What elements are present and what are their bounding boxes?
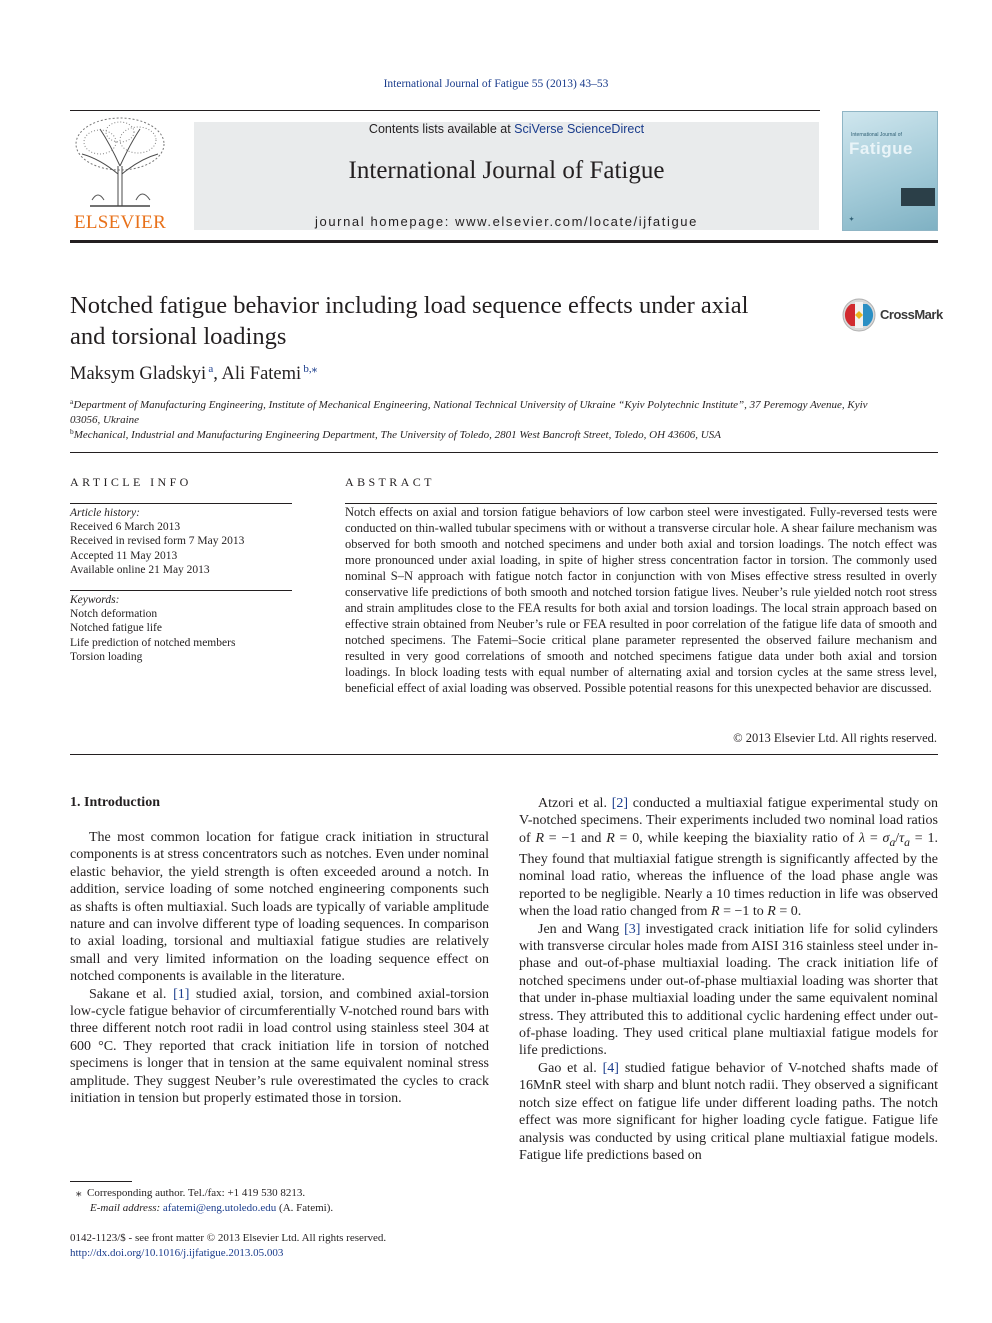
affiliation-b [70,425,938,443]
paragraph-text: = 0. [775,904,802,920]
crossmark-label: CrossMark [880,307,943,322]
affiliation-text: Mechanical, Industrial and Manufacturing Engineering Department, The University of Toledo, 2801 West Bancroft Street, Toledo, OH 43606, USA [73,429,721,441]
affiliation-rule [70,452,938,453]
paragraph [519,921,938,1060]
keyword-item: Torsion loading [70,650,143,663]
reference-link[interactable]: [3] [624,921,641,937]
crossmark-badge[interactable] [842,298,942,334]
contents-prefix: Contents lists available at [368,122,515,136]
crossmark-icon [842,298,876,332]
math-var: R [535,830,545,846]
keywords-rule [70,590,292,591]
article-title-line1: Notched fatigue behavior including load sequence effects under axial [70,292,749,319]
header-thick-rule [70,240,938,243]
footnote-mark: ⁎ [76,1187,82,1199]
math-var: R [767,904,776,920]
paragraph-text: Atzori et al. [538,796,612,811]
affiliation-mark: a [70,397,74,406]
article-info [70,475,292,664]
journal-citation[interactable]: International Journal of Fatigue 55 (2013) 43–53 [383,78,609,90]
sciencedirect-link[interactable]: SciVerse ScienceDirect [514,122,645,136]
reference-link[interactable]: [1] [173,986,190,1002]
math-var: R [606,830,615,846]
paragraph-text: Sakane et al. [89,986,174,1002]
math-var: λ [858,830,866,846]
article-info-rule [70,503,292,504]
contents-line [194,122,819,136]
homepage-line [194,214,819,229]
paragraph-text: = 0, while keeping the biaxiality ratio of [614,830,859,846]
keywords [70,593,292,664]
affiliation-text: Department of Manufacturing Engineering, Institute of Mechanical Engineering, National Technical University of Ukraine “Kyiv Polytechnic Institute”, 37 Peremogy Avenue, Kyiv [73,399,868,411]
keyword-item: Notched fatigue life [70,622,162,635]
paragraph-text: studied fatigue behavior of V-notched shafts made of 16MnR steel with sharp and blunt notch radii. They observed a significant notch size effect on fatigue life under different loading paths. The notch effect was more significant for higher loading cycle fatigue. Fatigue life analysis was conducted by using critical plane multiaxial fatigue models. Fatigue life predictions based on [519,1060,938,1163]
article-identifiers [70,1231,386,1260]
homepage-link[interactable]: www.elsevier.com/locate/ijfatigue [455,214,698,229]
math-subscript: a [889,835,896,849]
paragraph: The most common location for fatigue crack initiation in structural components is at stress concentrators such as notches. Even under nominal elastic behavior, the yield strength is often exceeded around a notch. In addition, service loading of some notched engineering components such as shafts is often multiaxial. Such loads are typically of variable amplitude nature and can involve different type of loading sequences. In comparison to axial loading, torsional and multiaxial fatigue studies are relatively small and very limited information on the loading sequence effect on notched components is available in the literature. [70,830,489,985]
cover-band [901,188,935,206]
paragraph-text: studied axial, torsion, and combined axial-torsion low-cycle fatigue behavior of circumferentially V-notched round bars with three different notch root radii in load control using stainless steel 304 at 600 °C. They reported that crack initiation life in torsion of notched specimens is longer that in tension at the same equivalent nominal stress amplitude. They suggest Neuber’s rule overestimated the cycles to crack initiation in tension but properly estimated those in torsion. [70,986,489,1107]
section-title: 1. Introduction [70,795,160,810]
body-right-column [519,795,938,1164]
doi-link[interactable]: http://dx.doi.org/10.1016/j.ijfatigue.2013.05.003 [70,1246,284,1259]
paragraph: Atzori et al. [2] conducted a multiaxial fatigue experimental study on V-notched specimens. Their experiments included two nominal load ratios of R = −1 and R = 0, while keeping the biaxiality ratio of $\lambda = \sigma_a/\tau_a = 1$. They found that multiaxial fatigue strength is significantly affected by the nominal load ratio, whereas the influence of the load phase angle was reported to be negligible. Nearly a 10 times reduction in life was observed when the load ratio changed from R = −1 to R = 0. [519,796,938,920]
keywords-label: Keywords: [70,594,120,607]
abstract-copyright: © 2013 Elsevier Ltd. All rights reserved. [733,731,937,745]
history-item: Received 6 March 2013 [70,521,181,534]
article-title-line2: and torsional loadings [70,323,287,350]
abstract-bottom-rule [70,754,938,755]
paragraph-text: = −1 and [544,830,607,846]
footnote-rule [70,1181,132,1182]
cover-publisher-mark: ✦ [849,217,855,223]
paragraph [519,1060,938,1164]
elsevier-tree-icon [70,114,170,210]
author-affiliation-mark[interactable]: a [208,363,214,375]
author-name: Maksym Gladskyi [70,364,207,384]
math-var: R [711,904,720,920]
email-link[interactable]: afatemi@eng.utoledo.edu [162,1202,277,1214]
abstract-heading: ABSTRACT [345,475,435,489]
journal-title: International Journal of Fatigue [348,157,665,184]
abstract-text: Notch effects on axial and torsion fatigue behaviors of low carbon steel were investigated. Fully-reversed tests were conducted on thin-walled tubular specimens with or without a transverse circular hole. A shear failure mechanism was observed for both smooth and notched specimens and under both axial and torsion loadings. The notch effect was more pronounced under axial loading, in spite of higher stress concentration factor in torsion. The commonly used nominal S–N approach with fatigue notch factor in conjunction with von Mises effective stress resulted in overly conservative life predictions of both smooth and notched torsion fatigue lives. Neuber’s rule yielded notch root stress and strain amplitudes close to the FEA results for both axial and torsion loadings. The local strain approach based on effective strain obtained from Neuber’s rule or FEA resulted in poor correlation of the fatigue life data of smooth and notched specimens. The Fatemi–Socie critical plane parameter represented the observed failure mechanism and resulted in very good correlations of smooth and notched specimens fatigue data under both axial and torsion loadings. In block loading tests with equal number of alternating axial and torsion cycles at the same stress level, beneficial effect of axial loading was observed. Possible potential reasons for this unexpected behavior are discussed. [345,505,937,695]
issn-line: 0142-1123/$ - see front matter © 2013 Elsevier Ltd. All rights reserved. [70,1232,387,1244]
math-subscript: a [904,835,910,849]
homepage-prefix: journal homepage: [315,214,456,229]
paragraph-text: Gao et al. [538,1060,603,1076]
affiliation-a [70,395,938,427]
article-history [70,506,292,577]
history-item: Available online 21 May 2013 [70,563,210,576]
paragraph-text: = 1. They found that multiaxial fatigue strength is significantly affected by the nominal load ratio, whereas the influence of the load phase angle was reported to be negligible. Nearly a 10 times reduction in life was observed when the load ratio changed from [519,830,938,920]
reference-link[interactable]: [4] [602,1060,619,1076]
email-label: E-mail address: [90,1202,163,1214]
paragraph-text: Jen and Wang [538,921,625,937]
math-var: σ [882,830,890,846]
header-top-rule [70,110,820,111]
paragraph-text: investigated crack initiation life for solid cylinders with transverse circular holes made from AISI 316 stainless steel under in-phase and out-of-phase multiaxial loading. The crack initiation life of notched specimens under out-of-phase multiaxial loading was shorter that that under in-phase multiaxial loading under the same equivalent nominal stress. They attributed this to additional cyclic hardening effect under out-of-phase loading. They used critical plane multiaxial fatigue models for life predictions. [519,921,938,1059]
author-separator: , [213,364,222,384]
footnote [70,1186,333,1216]
author-name: Ali Fatemi [221,364,302,384]
keyword-item: Life prediction of notched members [70,636,236,649]
paragraph [70,986,489,1108]
math-var: τ [899,830,905,846]
affiliation-text: 03056, Ukraine [70,413,140,426]
article-title [70,290,810,352]
author-list [70,362,317,385]
abstract-header [345,475,937,504]
body-left-column [70,829,489,1108]
footnote-text: (A. Fatemi). [276,1202,334,1214]
paragraph-text: = −1 to [719,904,768,920]
reference-link[interactable]: [2] [611,796,629,811]
footnote-text: Corresponding author. Tel./fax: +1 419 530 8213. [87,1187,306,1199]
elsevier-logo [70,114,190,234]
history-item: Accepted 11 May 2013 [70,549,178,562]
publisher-name: ELSEVIER [73,212,167,233]
cover-subtitle: International Journal of [851,132,902,138]
cover-title: Fatigue [849,139,913,158]
author-affiliation-mark[interactable]: b,⁎ [303,363,318,375]
keyword-item: Notch deformation [70,608,158,621]
history-label: Article history: [70,507,140,519]
journal-cover [842,111,938,231]
article-info-heading: ARTICLE INFO [70,475,192,489]
paragraph-text: conducted a multiaxial fatigue experimental study on V-notched specimens. Their experiments included two nominal load ratios of [519,796,938,846]
affiliation-mark: b [70,427,74,436]
history-item: Received in revised form 7 May 2013 [70,535,245,548]
